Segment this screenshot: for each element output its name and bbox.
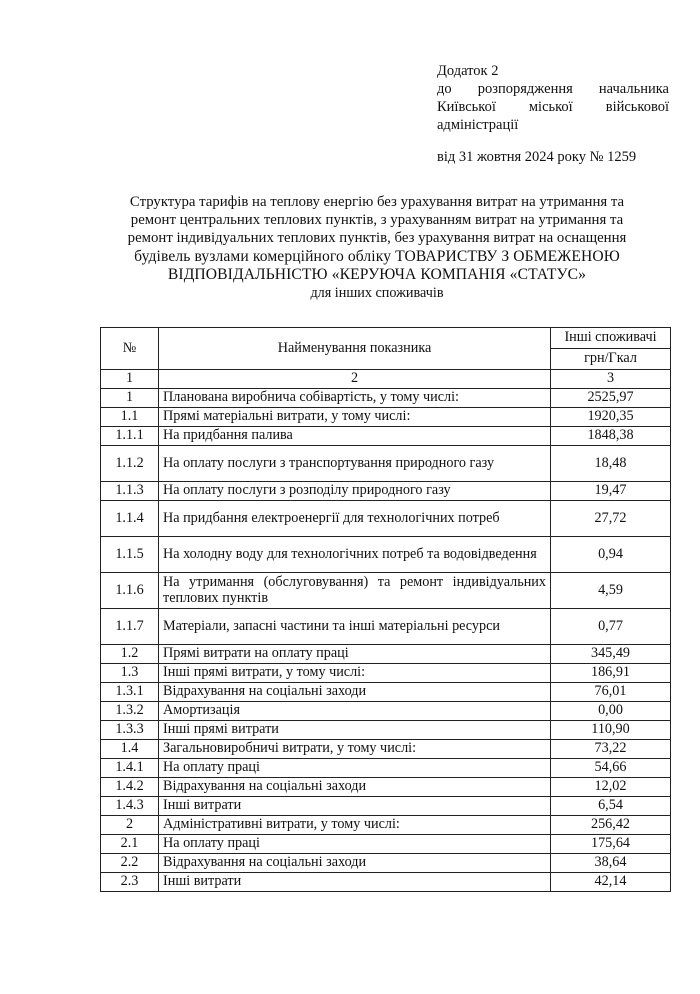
row-number: 1.3.1 bbox=[101, 683, 159, 702]
row-value: 175,64 bbox=[551, 835, 671, 854]
row-name: На оплату послуги з транспортування природного газу bbox=[159, 446, 551, 482]
table-row bbox=[101, 854, 671, 873]
row-number: 1.1 bbox=[101, 408, 159, 427]
row-name: Матеріали, запасні частини та інші матеріальні ресурси bbox=[159, 609, 551, 645]
row-value: 12,02 bbox=[551, 778, 671, 797]
index-cell-2: 2 bbox=[159, 370, 551, 389]
row-number: 2.1 bbox=[101, 835, 159, 854]
row-name: Інші витрати bbox=[159, 797, 551, 816]
table-row bbox=[101, 873, 671, 892]
table-row bbox=[101, 482, 671, 501]
row-value: 1848,38 bbox=[551, 427, 671, 446]
table-row bbox=[101, 759, 671, 778]
row-value: 0,94 bbox=[551, 537, 671, 573]
row-number: 1.3.2 bbox=[101, 702, 159, 721]
row-number: 2.2 bbox=[101, 854, 159, 873]
header-indicator-name: Найменування показника bbox=[159, 328, 551, 370]
row-name: Інші прямі витрати, у тому числі: bbox=[159, 664, 551, 683]
row-name: Відрахування на соціальні заходи bbox=[159, 683, 551, 702]
row-number: 1.1.7 bbox=[101, 609, 159, 645]
row-name: Амортизація bbox=[159, 702, 551, 721]
row-name: Відрахування на соціальні заходи bbox=[159, 778, 551, 797]
header-unit: грн/Гкал bbox=[551, 349, 671, 370]
row-value: 18,48 bbox=[551, 446, 671, 482]
row-name: Відрахування на соціальні заходи bbox=[159, 854, 551, 873]
row-value: 0,77 bbox=[551, 609, 671, 645]
tariff-structure-table bbox=[100, 327, 671, 892]
table-row bbox=[101, 778, 671, 797]
row-name: Інші витрати bbox=[159, 873, 551, 892]
table-row bbox=[101, 797, 671, 816]
title-line-6: для інших споживачів bbox=[310, 285, 444, 302]
table-row bbox=[101, 501, 671, 537]
row-number: 1.2 bbox=[101, 645, 159, 664]
row-name: На придбання палива bbox=[159, 427, 551, 446]
row-value: 42,14 bbox=[551, 873, 671, 892]
title-line-2: ремонт центральних теплових пунктів, з урахуванням витрат на утримання та bbox=[130, 212, 624, 229]
table-row bbox=[101, 446, 671, 482]
row-number: 1.1.3 bbox=[101, 482, 159, 501]
row-name: На оплату послуги з розподілу природного газу bbox=[159, 482, 551, 501]
row-value: 110,90 bbox=[551, 721, 671, 740]
row-value: 73,22 bbox=[551, 740, 671, 759]
title-line-4: будівель вузлами комерційного обліку ТОВАРИСТВУ З ОБМЕЖЕНОЮ bbox=[134, 247, 620, 265]
row-number: 1.4 bbox=[101, 740, 159, 759]
row-number: 1.4.3 bbox=[101, 797, 159, 816]
row-number: 2.3 bbox=[101, 873, 159, 892]
row-value: 38,64 bbox=[551, 854, 671, 873]
row-value: 0,00 bbox=[551, 702, 671, 721]
appendix-authority-line-2: адміністрації bbox=[437, 117, 519, 133]
row-value: 54,66 bbox=[551, 759, 671, 778]
table-row bbox=[101, 573, 671, 609]
table-row bbox=[101, 664, 671, 683]
row-name: На придбання електроенергії для технологічних потреб bbox=[159, 501, 551, 537]
row-number: 1.3 bbox=[101, 664, 159, 683]
title-line-3: ремонт індивідуальних теплових пунктів, без урахування витрат на оснащення bbox=[127, 230, 627, 247]
row-number: 1.1.4 bbox=[101, 501, 159, 537]
row-name: На оплату праці bbox=[159, 835, 551, 854]
header-other-consumers: Інші споживачі bbox=[551, 328, 671, 349]
row-value: 2525,97 bbox=[551, 389, 671, 408]
row-number: 1 bbox=[101, 389, 159, 408]
table-row bbox=[101, 835, 671, 854]
table-row bbox=[101, 609, 671, 645]
row-value: 4,59 bbox=[551, 573, 671, 609]
row-name: Інші прямі витрати bbox=[159, 721, 551, 740]
row-number: 1.4.1 bbox=[101, 759, 159, 778]
table-row bbox=[101, 427, 671, 446]
row-number: 1.1.1 bbox=[101, 427, 159, 446]
row-name: На холодну воду для технологічних потреб та водовідведення bbox=[159, 537, 551, 573]
row-value: 6,54 bbox=[551, 797, 671, 816]
row-name: Загальновиробничі витрати, у тому числі: bbox=[159, 740, 551, 759]
appendix-header bbox=[437, 62, 669, 134]
table-row bbox=[101, 683, 671, 702]
row-number: 1.1.5 bbox=[101, 537, 159, 573]
row-name: Прямі витрати на оплату праці bbox=[159, 645, 551, 664]
appendix-date: від 31 жовтня 2024 року № 1259 bbox=[437, 149, 637, 165]
row-value: 76,01 bbox=[551, 683, 671, 702]
table-row bbox=[101, 816, 671, 835]
row-name: На утримання (обслуговування) та ремонт індивідуальних теплових пунктів bbox=[159, 573, 551, 609]
document-title bbox=[92, 193, 662, 302]
row-value: 27,72 bbox=[551, 501, 671, 537]
row-number: 1.3.3 bbox=[101, 721, 159, 740]
appendix-authority-line: Київської міської військової bbox=[437, 99, 669, 115]
row-value: 345,49 bbox=[551, 645, 671, 664]
row-value: 186,91 bbox=[551, 664, 671, 683]
table-row bbox=[101, 721, 671, 740]
index-cell-1: 1 bbox=[101, 370, 159, 389]
table-row bbox=[101, 645, 671, 664]
appendix-order-line: до розпорядження начальника bbox=[437, 81, 669, 97]
row-value: 19,47 bbox=[551, 482, 671, 501]
row-number: 1.4.2 bbox=[101, 778, 159, 797]
table-row bbox=[101, 408, 671, 427]
table-row bbox=[101, 389, 671, 408]
header-number: № bbox=[101, 328, 159, 370]
index-cell-3: 3 bbox=[551, 370, 671, 389]
row-name: Адміністративні витрати, у тому числі: bbox=[159, 816, 551, 835]
row-name: Планована виробнича собівартість, у тому числі: bbox=[159, 389, 551, 408]
row-value: 1920,35 bbox=[551, 408, 671, 427]
row-number: 2 bbox=[101, 816, 159, 835]
row-number: 1.1.2 bbox=[101, 446, 159, 482]
row-number: 1.1.6 bbox=[101, 573, 159, 609]
table-row bbox=[101, 537, 671, 573]
title-line-1: Структура тарифів на теплову енергію без урахування витрат на утримання та bbox=[129, 194, 625, 210]
row-value: 256,42 bbox=[551, 816, 671, 835]
row-name: Прямі матеріальні витрати, у тому числі: bbox=[159, 408, 551, 427]
row-name: На оплату праці bbox=[159, 759, 551, 778]
table-row bbox=[101, 740, 671, 759]
table-row bbox=[101, 702, 671, 721]
appendix-label: Додаток 2 bbox=[437, 63, 499, 79]
title-line-5: ВІДПОВІДАЛЬНІСТЮ «КЕРУЮЧА КОМПАНІЯ «СТАТУС» bbox=[167, 265, 587, 283]
